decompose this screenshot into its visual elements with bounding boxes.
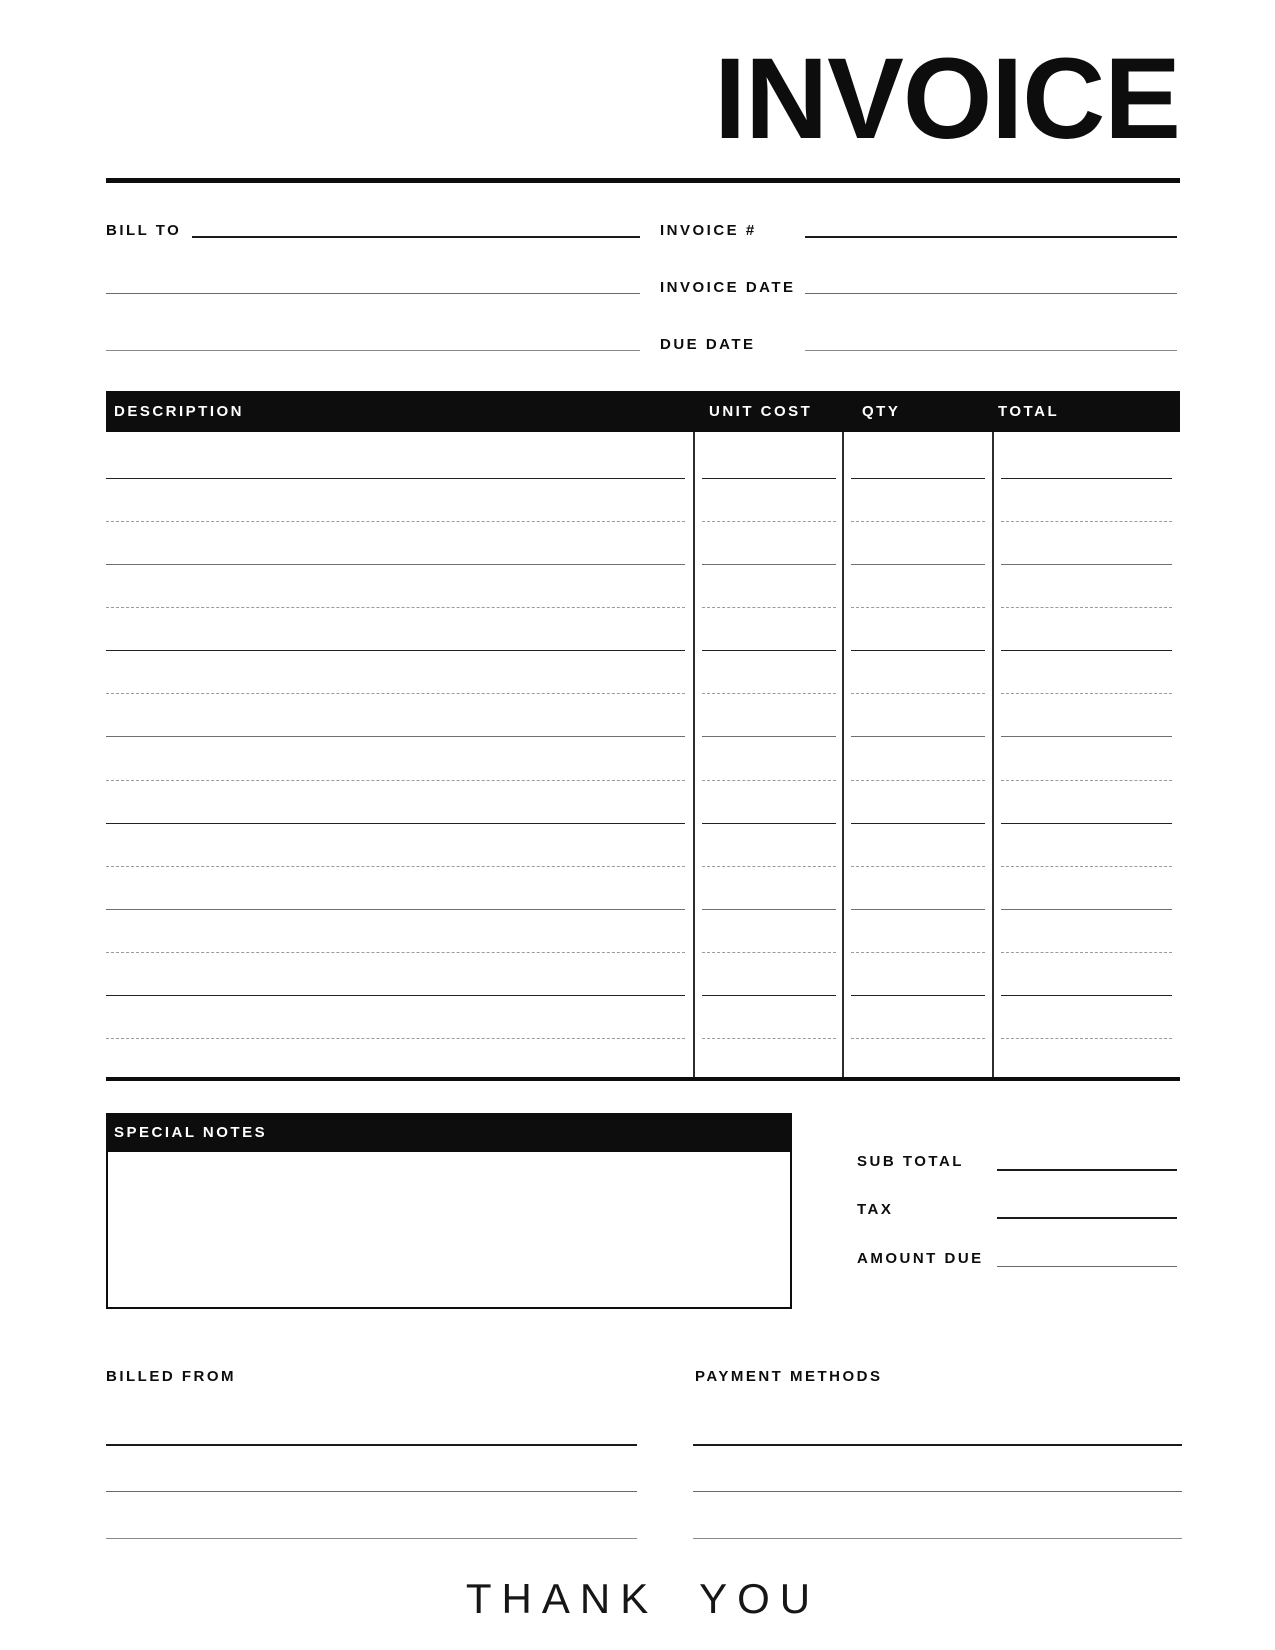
item-row-line[interactable] [851, 736, 985, 737]
amount-due-label: AMOUNT DUE [857, 1250, 984, 1267]
item-row-line[interactable] [851, 650, 985, 651]
items-table-header [106, 391, 1180, 432]
item-row-line[interactable] [1001, 693, 1172, 694]
item-row-line[interactable] [106, 650, 685, 651]
tax-line[interactable] [997, 1217, 1177, 1219]
due-date-line[interactable] [805, 350, 1177, 351]
item-row-line[interactable] [1001, 952, 1172, 953]
invoice-title: INVOICE [714, 35, 1180, 163]
items-table-body[interactable] [106, 432, 1180, 1081]
item-row-line[interactable] [702, 823, 836, 824]
item-row-line[interactable] [1001, 995, 1172, 996]
item-row-line[interactable] [106, 564, 685, 565]
item-row-line[interactable] [702, 650, 836, 651]
column-divider-3 [992, 432, 994, 1077]
item-row-line[interactable] [702, 693, 836, 694]
column-header-unit-cost: UNIT COST [709, 403, 813, 420]
item-row-line[interactable] [851, 564, 985, 565]
item-row-line[interactable] [1001, 909, 1172, 910]
item-row-line[interactable] [106, 693, 685, 694]
item-row-line[interactable] [106, 909, 685, 910]
column-header-description: DESCRIPTION [114, 403, 245, 420]
billed-from-line-2[interactable] [106, 1491, 637, 1492]
item-row-line[interactable] [1001, 478, 1172, 479]
payment-methods-line-2[interactable] [693, 1491, 1182, 1492]
item-row-line[interactable] [702, 866, 836, 867]
payment-methods-line-1[interactable] [693, 1444, 1182, 1446]
item-row-line[interactable] [851, 909, 985, 910]
item-row-line[interactable] [1001, 564, 1172, 565]
item-row-line[interactable] [106, 521, 685, 522]
item-row-line[interactable] [702, 952, 836, 953]
item-row-line[interactable] [702, 909, 836, 910]
item-row-line[interactable] [851, 478, 985, 479]
item-row-line[interactable] [702, 1038, 836, 1039]
item-row-line[interactable] [106, 995, 685, 996]
item-row-line[interactable] [106, 478, 685, 479]
item-row-line[interactable] [702, 995, 836, 996]
item-row-line[interactable] [1001, 650, 1172, 651]
item-row-line[interactable] [1001, 823, 1172, 824]
amount-due-line[interactable] [997, 1266, 1177, 1267]
column-header-total: TOTAL [998, 403, 1060, 420]
item-row-line[interactable] [702, 736, 836, 737]
billed-from-line-1[interactable] [106, 1444, 637, 1446]
billed-from-label: BILLED FROM [106, 1368, 236, 1385]
item-row-line[interactable] [702, 780, 836, 781]
billed-from-line-3[interactable] [106, 1538, 637, 1539]
item-row-line[interactable] [702, 607, 836, 608]
bill-to-line-1[interactable] [192, 236, 640, 238]
due-date-label: DUE DATE [660, 336, 756, 353]
item-row-line[interactable] [851, 995, 985, 996]
table-bottom-rule [106, 1077, 1180, 1081]
tax-label: TAX [857, 1201, 894, 1218]
item-row-line[interactable] [106, 952, 685, 953]
item-row-line[interactable] [1001, 736, 1172, 737]
item-row-line[interactable] [106, 866, 685, 867]
bill-to-label: BILL TO [106, 222, 182, 239]
item-row-line[interactable] [1001, 1038, 1172, 1039]
thank-you-text: THANK YOU [465, 1575, 821, 1622]
item-row-line[interactable] [106, 736, 685, 737]
special-notes-header [106, 1113, 792, 1152]
item-row-line[interactable] [106, 780, 685, 781]
special-notes-label: SPECIAL NOTES [114, 1124, 268, 1141]
header-divider-rule [106, 178, 1180, 183]
sub-total-label: SUB TOTAL [857, 1153, 964, 1170]
invoice-number-label: INVOICE # [660, 222, 757, 239]
item-row-line[interactable] [702, 478, 836, 479]
invoice-date-line[interactable] [805, 293, 1177, 294]
item-row-line[interactable] [851, 1038, 985, 1039]
item-row-line[interactable] [1001, 780, 1172, 781]
item-row-line[interactable] [106, 823, 685, 824]
bill-to-line-2[interactable] [106, 293, 640, 294]
item-row-line[interactable] [106, 1038, 685, 1039]
item-row-line[interactable] [702, 564, 836, 565]
item-row-line[interactable] [1001, 607, 1172, 608]
payment-methods-label: PAYMENT METHODS [695, 1368, 883, 1385]
invoice-date-label: INVOICE DATE [660, 279, 796, 296]
sub-total-line[interactable] [997, 1169, 1177, 1171]
column-divider-1 [693, 432, 695, 1077]
item-row-line[interactable] [1001, 866, 1172, 867]
column-divider-2 [842, 432, 844, 1077]
item-row-line[interactable] [851, 693, 985, 694]
column-header-qty: QTY [862, 403, 901, 420]
special-notes-box[interactable] [106, 1152, 792, 1309]
item-row-line[interactable] [1001, 521, 1172, 522]
item-row-line[interactable] [851, 866, 985, 867]
invoice-number-line[interactable] [805, 236, 1177, 238]
bill-to-line-3[interactable] [106, 350, 640, 351]
item-row-line[interactable] [851, 952, 985, 953]
item-row-line[interactable] [702, 521, 836, 522]
payment-methods-line-3[interactable] [693, 1538, 1182, 1539]
item-row-line[interactable] [106, 607, 685, 608]
item-row-line[interactable] [851, 521, 985, 522]
item-row-line[interactable] [851, 607, 985, 608]
item-row-line[interactable] [851, 823, 985, 824]
item-row-line[interactable] [851, 780, 985, 781]
